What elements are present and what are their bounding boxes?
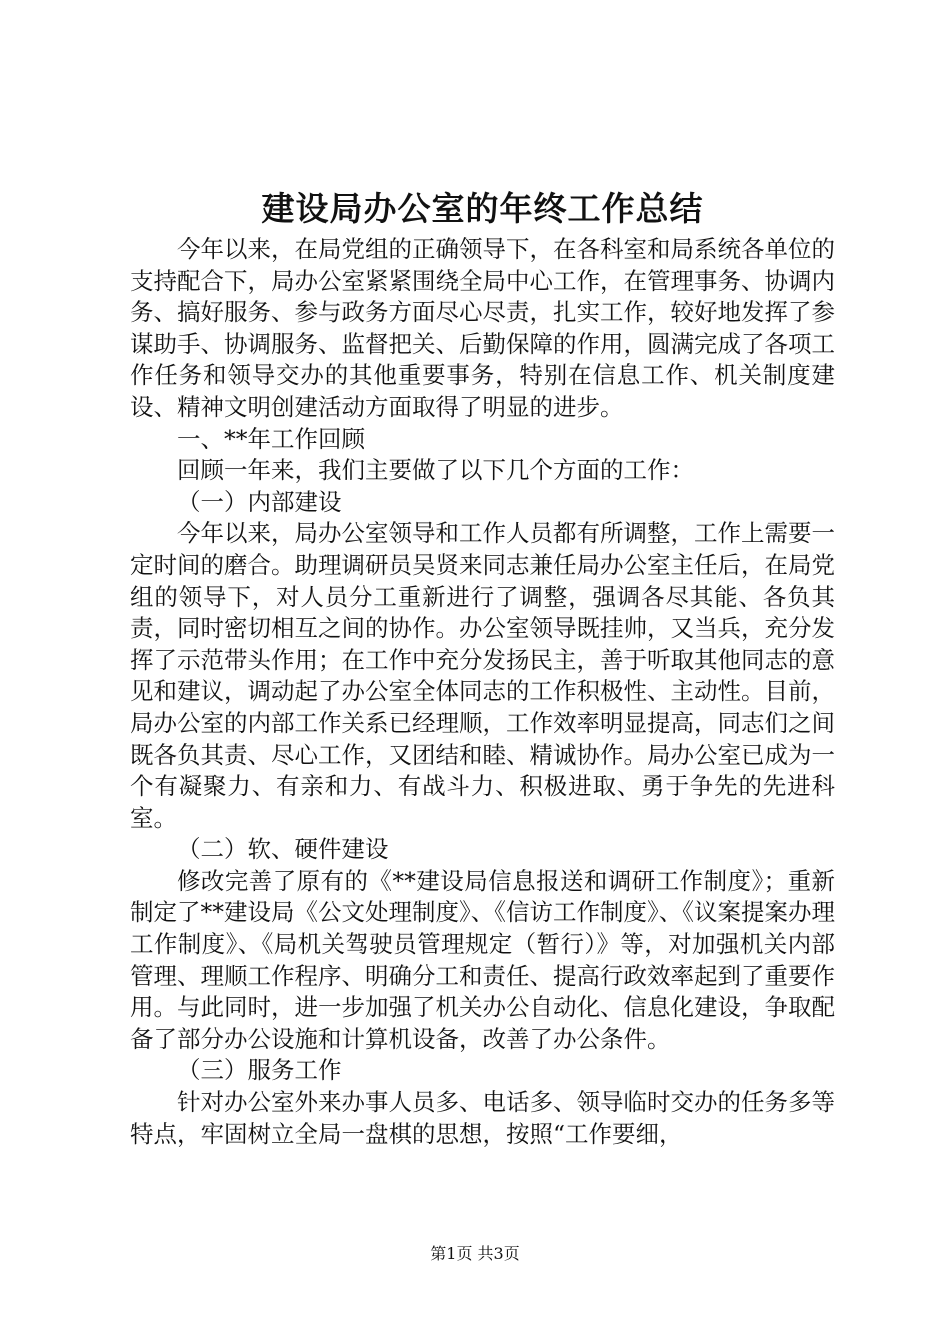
paragraph-intro: 今年以来，在局党组的正确领导下，在各科室和局系统各单位的支持配合下，局办公室紧紧围绕全局中心工作，在管理事务、协调内务、搞好服务、参与政务方面尽心尽责，扎实工作，较好地发挥了参谋助手、协调服务、监督把关、后勤保障的作用，圆满完成了各项工作任务和领导交办的其他重要事务，特别在信息工作、机关制度建设、精神文明创建活动方面取得了明显的进步。 [130,235,835,421]
subsection-heading-hardware: （二）软、硬件建设 [177,835,389,864]
subsection-heading-service: （三）服务工作 [177,1056,342,1085]
paragraph-service: 针对办公室外来办事人员多、电话多、领导临时交办的任务多等特点，牢固树立全局一盘棋的思想，按照“工作要细， [130,1088,835,1148]
section-heading-review: 一、**年工作回顾 [177,424,365,453]
subsection-heading-internal: （一）内部建设 [177,487,342,516]
page-footer: 第1页 共3页 [430,1244,520,1263]
paragraph-review-lead: 回顾一年来，我们主要做了以下几个方面的工作： [177,456,694,485]
document-title: 建设局办公室的年终工作总结 [261,189,704,228]
paragraph-internal: 今年以来，局办公室领导和工作人员都有所调整，工作上需要一定时间的磨合。助理调研员吴贤来同志兼任局办公室主任后，在局党组的领导下，对人员分工重新进行了调整，强调各尽其能、各负其责，同时密切相互之间的协作。办公室领导既挂帅，又当兵，充分发挥了示范带头作用；在工作中充分发扬民主，善于听取其他同志的意见和建议，调动起了办公室全体同志的工作积极性、主动性。目前，局办公室的内部工作关系已经理顺，工作效率明显提高，同志们之间既各负其责、尽心工作，又团结和睦、精诚协作。局办公室已成为一个有凝聚力、有亲和力、有战斗力、积极进取、勇于争先的先进科室。 [130,519,835,832]
document-body [130,234,835,1150]
paragraph-hardware: 修改完善了原有的《**建设局信息报送和调研工作制度》；重新制定了**建设局《公文处理制度》、《信访工作制度》、《议案提案办理工作制度》、《局机关驾驶员管理规定（暂行）》等，对加强机关内部管理、理顺工作程序、明确分工和责任、提高行政效率起到了重要作用。与此同时，进一步加强了机关办公自动化、信息化建设，争取配备了部分办公设施和计算机设备，改善了办公条件。 [130,866,835,1053]
